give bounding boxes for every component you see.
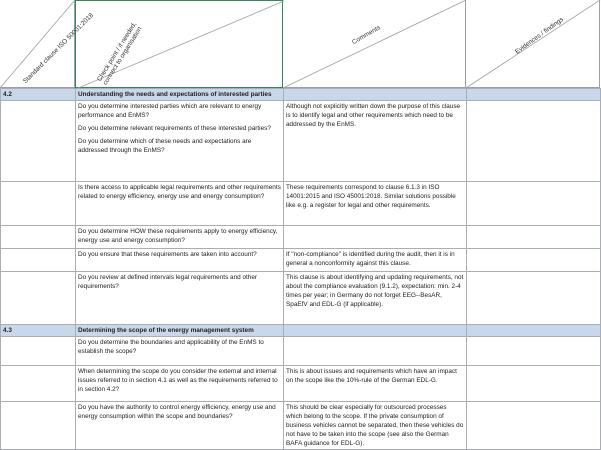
section-number[interactable]: 4.3 [1, 325, 76, 337]
clause-cell[interactable] [1, 249, 76, 272]
question-text: Do you review at defined intervals legal requirements and other requirements? [78, 274, 258, 290]
checkpoint-cell[interactable] [76, 366, 284, 402]
table-row [1, 182, 601, 226]
table-row [1, 249, 601, 272]
evidence-cell[interactable] [467, 182, 601, 226]
header-cell-evidences[interactable] [466, 0, 600, 88]
checkpoint-cell[interactable] [76, 101, 284, 182]
question-text: Do you have the authority to control energy efficiency, energy use and energy consumption within the scope and boundaries? [78, 404, 276, 420]
section-comment-cell[interactable] [284, 89, 467, 101]
table-row [1, 366, 601, 402]
checkpoint-cell[interactable] [76, 402, 284, 450]
comment-cell[interactable]: These requirements correspond to clause 6.1.3 in ISO 14001:2015 and ISO 45001:2018. Similar solutions possible like e.g. a register for legal and other requirements. [284, 182, 467, 226]
section-title[interactable]: Determining the scope of the energy management system [76, 325, 284, 337]
section-evidence-cell[interactable] [467, 89, 601, 101]
clause-cell[interactable] [1, 402, 76, 450]
question-text: Do you determine HOW these requirements apply to energy efficiency, energy use and energy consumption? [78, 228, 278, 244]
question-text: Do you ensure that these requirements are taken into account? [78, 251, 257, 258]
header-cell-comments[interactable] [283, 0, 466, 88]
comment-cell[interactable] [284, 337, 467, 366]
table-row [1, 337, 601, 366]
comment-cell[interactable]: Although not explicitly written down the purpose of this clause is to identify legal and other requirements which need to be addressed by the EnMS. [284, 101, 467, 182]
evidence-cell[interactable] [467, 402, 601, 450]
question-text: Do you determine interested parties which are relevant to energy performance and EnMS? [78, 103, 262, 119]
comment-cell[interactable] [284, 226, 467, 249]
header-diagonal [283, 0, 466, 88]
header-label-checkpoint: Check point / if needed, connect to organisation [96, 21, 144, 87]
clause-cell[interactable] [1, 337, 76, 366]
header-label-comments: Comments [351, 24, 382, 47]
evidence-cell[interactable] [467, 366, 601, 402]
section-number[interactable]: 4.2 [1, 89, 76, 101]
checklist-table [0, 88, 601, 450]
header-label-clause: Standard clause ISO 50001:2018 [22, 12, 95, 85]
clause-cell[interactable] [1, 226, 76, 249]
checkpoint-cell[interactable] [76, 272, 284, 325]
question-text: Is there access to applicable legal requirements and other requirements related to energy efficiency, energy use and energy consumption? [78, 184, 281, 200]
section-title[interactable]: Understanding the needs and expectations of interested parties [76, 89, 284, 101]
question-text: Do you determine which of these needs and expectations are addressed through the EnMS? [78, 138, 252, 154]
checkpoint-cell[interactable] [76, 226, 284, 249]
clause-cell[interactable] [1, 182, 76, 226]
question-text: When determining the scope do you consider the external and internal issues referred to in section 4.1 as well as the requirements referred to in section 4.2? [78, 368, 278, 393]
clause-cell[interactable] [1, 272, 76, 325]
comment-cell[interactable]: If "non-compliance" is identified during the audit, then it is in general a nonconformity against this clause. [284, 249, 467, 272]
section-row [1, 325, 601, 337]
table-row [1, 101, 601, 182]
table-row [1, 272, 601, 325]
evidence-cell[interactable] [467, 226, 601, 249]
question-text: Do you determine relevant requirements of these interested parties? [78, 125, 271, 132]
header-label-evidences: Evidences / findings [514, 16, 565, 56]
section-row [1, 89, 601, 101]
header-cell-checkpoint[interactable] [75, 0, 283, 88]
table-row [1, 226, 601, 249]
evidence-cell[interactable] [467, 101, 601, 182]
clause-cell[interactable] [1, 366, 76, 402]
comment-cell[interactable]: This clause is about identifying and updating requirements, not about the compliance evaluation (9.1.2), expectation: min. 2-4 times per year; in Germany do not forget EEG--BesAR, SpaEfV and EDL-G (if applicable). [284, 272, 467, 325]
checkpoint-cell[interactable] [76, 182, 284, 226]
header-cell-clause[interactable] [0, 0, 95, 88]
comment-cell[interactable]: This is about issues and requirements which have an impact on the scope like the 10%-rule of the German EDL-G. [284, 366, 467, 402]
section-comment-cell[interactable] [284, 325, 467, 337]
evidence-cell[interactable] [467, 249, 601, 272]
table-row [1, 402, 601, 450]
checkpoint-cell[interactable] [76, 249, 284, 272]
evidence-cell[interactable] [467, 272, 601, 325]
evidence-cell[interactable] [467, 337, 601, 366]
section-evidence-cell[interactable] [467, 325, 601, 337]
checkpoint-cell[interactable] [76, 337, 284, 366]
comment-cell[interactable]: This should be clear especially for outsourced processes which belong to the scope. If the private consumption of business vehicles cannot be separated, then these vehicles do not have to be taken into the scope (see also the German BAFA guidance for EDL-G). [284, 402, 467, 450]
question-text: Do you determine the boundaries and applicability of the EnMS to establish the scope? [78, 339, 264, 355]
clause-cell[interactable] [1, 101, 76, 182]
